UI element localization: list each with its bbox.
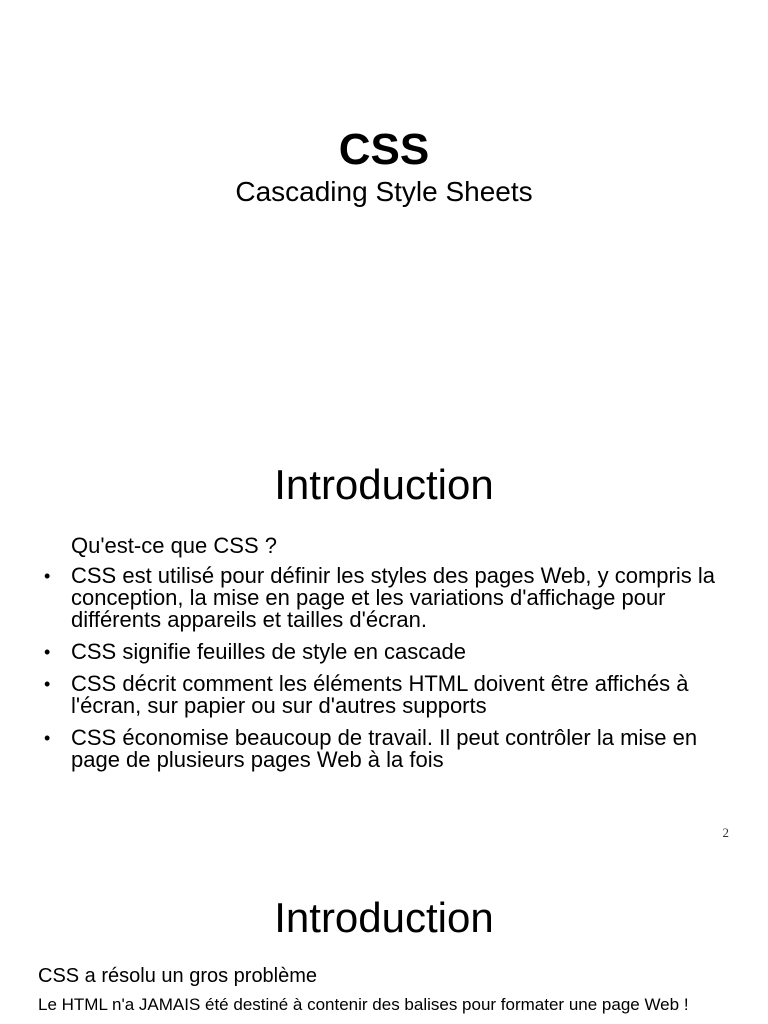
bullet-icon: • bbox=[44, 566, 51, 586]
bullet-icon: • bbox=[44, 728, 51, 748]
presentation-title: CSS bbox=[338, 125, 430, 174]
bullet-icon: • bbox=[44, 642, 51, 662]
intro-question: Qu'est-ce que CSS ? bbox=[71, 533, 277, 558]
slide-title bbox=[0, 0, 768, 430]
bullet-text: CSS signifie feuilles de style en cascade bbox=[71, 639, 466, 664]
bullet-item bbox=[44, 641, 744, 663]
presentation-subtitle: Cascading Style Sheets bbox=[235, 176, 533, 207]
bullet-item bbox=[44, 727, 744, 771]
bullet-item bbox=[44, 673, 744, 717]
page-number: 2 bbox=[722, 825, 729, 840]
cut-off-text bbox=[38, 1017, 478, 1024]
bullet-text: CSS décrit comment les éléments HTML doivent être affichés à l'écran, sur papier ou sur d'autres supports bbox=[71, 671, 689, 718]
bullet-text: CSS économise beaucoup de travail. Il peut contrôler la mise en page de plusieurs pages Web à la fois bbox=[71, 725, 698, 772]
section-heading: CSS a résolu un gros problème bbox=[38, 965, 318, 987]
slide-introduction-2 bbox=[0, 862, 768, 1024]
slide-heading: Introduction bbox=[274, 461, 494, 508]
slide-heading: Introduction bbox=[274, 894, 494, 941]
bullet-icon: • bbox=[44, 674, 51, 694]
bullet-list bbox=[44, 565, 744, 781]
bullet-text: CSS est utilisé pour définir les styles des pages Web, y compris la conception, la mise en page et les variations d'affichage pour différents appareils et tailles d'écran. bbox=[71, 563, 715, 632]
bullet-item bbox=[44, 565, 744, 631]
cut-off-text-line bbox=[38, 1017, 478, 1024]
slide-introduction-1 bbox=[0, 430, 768, 862]
body-text: Le HTML n'a JAMAIS été destiné à contenir des balises pour formater une page Web ! bbox=[38, 995, 689, 1014]
